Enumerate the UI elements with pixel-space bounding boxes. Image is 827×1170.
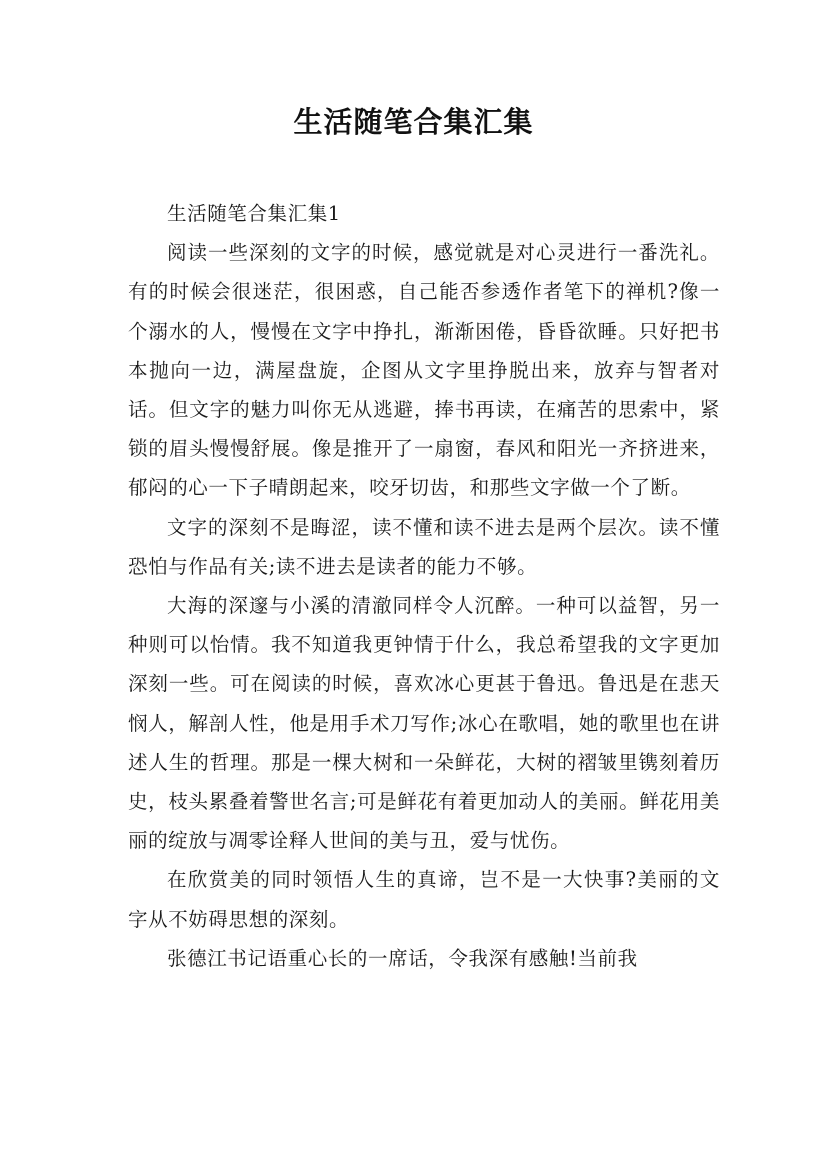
paragraph-5: 张德江书记语重心长的一席话，令我深有感触!当前我 [167,946,638,970]
document-body [128,194,720,978]
paragraph-2: 文字的深刻不是晦涩，读不懂和读不进去是两个层次。读不懂恐怕与作品有关;读不进去是读者的能力不够。 [128,515,720,578]
paragraph-4: 在欣赏美的同时领悟人生的真谛，岂不是一大快事?美丽的文字从不妨碍思想的深刻。 [128,868,720,931]
document-title: 生活随笔合集汇集 [293,105,534,139]
paragraph-3: 大海的深邃与小溪的清澈同样令人沉醉。一种可以益智，另一种则可以怡情。我不知道我更钟情于什么，我总希望我的文字更加深刻一些。可在阅读的时候，喜欢冰心更甚于鲁迅。鲁迅是在悲天悯人，解剖人性，他是用手术刀写作;冰心在歌唱，她的歌里也在讲述人生的哲理。那是一棵大树和一朵鲜花，大树的褶皱里镌刻着历史，枝头累叠着警世名言;可是鲜花有着更加动人的美丽。鲜花用美丽的绽放与凋零诠释人世间的美与丑，爱与忧伤。 [128,594,720,853]
paragraph-1: 阅读一些深刻的文字的时候，感觉就是对心灵进行一番洗礼。有的时候会很迷茫，很困惑，自己能否参透作者笔下的禅机?像一个溺水的人，慢慢在文字中挣扎，渐渐困倦，昏昏欲睡。只好把书本抛向一边，满屋盘旋，企图从文字里挣脱出来，放弃与智者对话。但文字的魅力叫你无从逃避，捧书再读，在痛苦的思索中，紧锁的眉头慢慢舒展。像是推开了一扇窗，春风和阳光一齐挤进来，郁闷的心一下子晴朗起来，咬牙切齿，和那些文字做一个了断。 [128,241,720,500]
section-heading: 生活随笔合集汇集1 [167,202,341,225]
